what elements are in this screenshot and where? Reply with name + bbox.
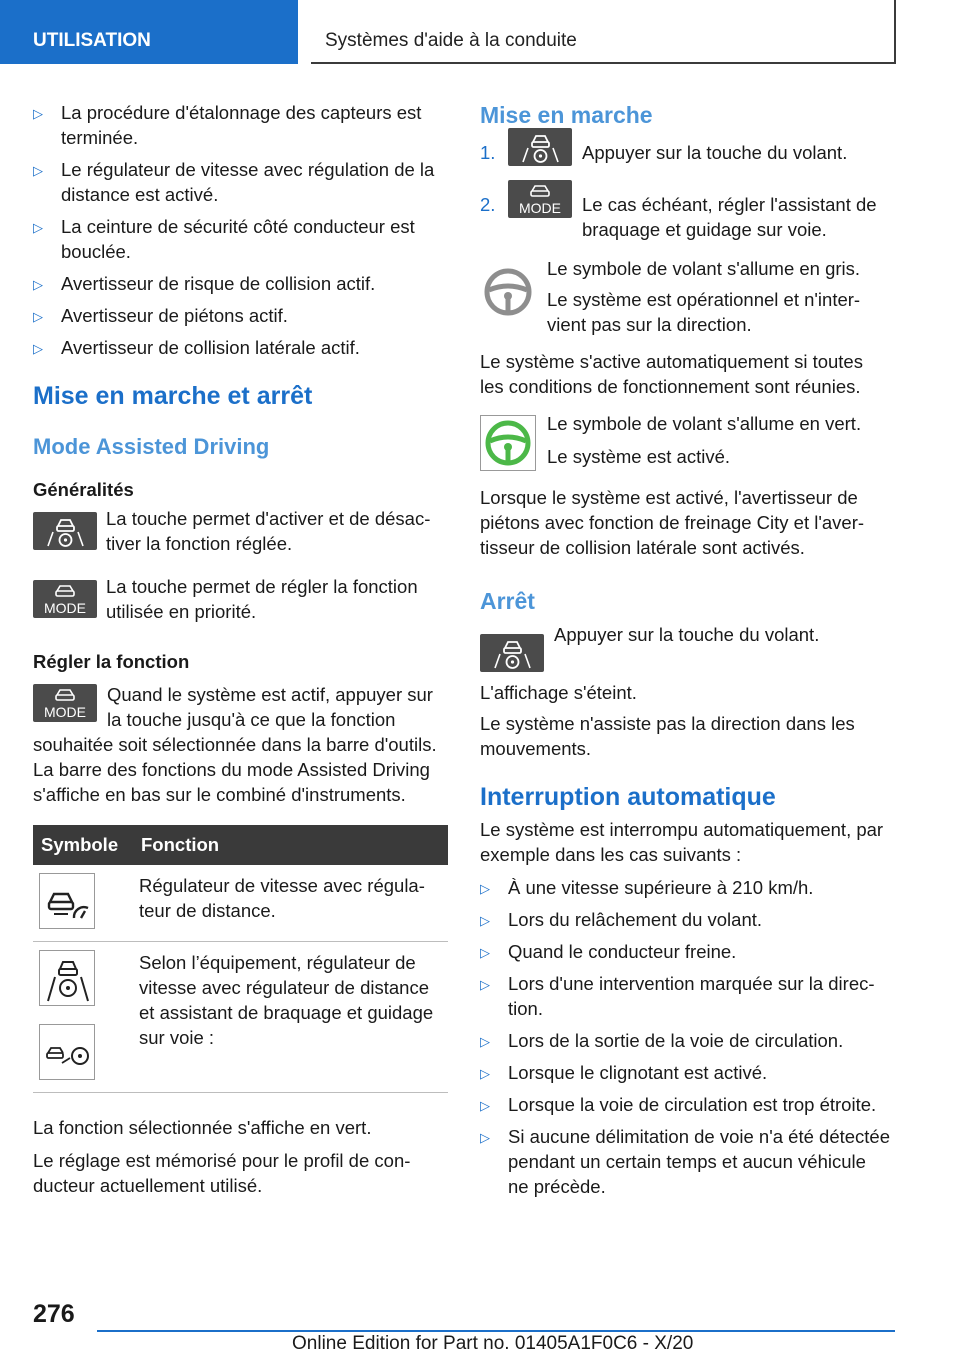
interruption-list (480, 875, 890, 1199)
triangle-bullet-icon: ▷ (33, 220, 43, 235)
assisted-driving-button-row (33, 506, 448, 556)
triangle-bullet-icon: ▷ (480, 1034, 490, 1049)
step-2: 2. MODE Le cas échéant, régler l'assistant de braquage et guidage sur voie. (480, 192, 890, 242)
svg-text:MODE: MODE (44, 704, 86, 720)
regler-paragraph: MODE Quand le système est actif, appuyer sur la touche jusqu'à ce que la fonction souhaitée soit sélectionnée dans la barre d'outils. La barre des fonctions du mode Assisted Driving s'affiche en bas sur le combiné d'instruments. (33, 684, 437, 805)
svg-text:MODE: MODE (519, 200, 561, 216)
triangle-bullet-icon: ▷ (480, 881, 490, 896)
list-item: ▷ Lors d'une intervention marquée sur la direction. (480, 973, 875, 1019)
gray-wheel-text-1: Le symbole de volant s'allume en gris. (547, 258, 861, 279)
condition-list (33, 100, 448, 360)
symbol-table (33, 825, 448, 1093)
svg-text:MODE: MODE (44, 600, 86, 616)
arret-text-2: L'affichage s'éteint. (480, 682, 637, 703)
right-column (480, 100, 890, 1206)
list-item: ▷ La procédure d'étalonnage des capteurs est terminée. (33, 102, 422, 148)
after-table-text-1: La fonction sélectionnée s'affiche en vert. (33, 1117, 372, 1138)
table-cell: Selon l’équipement, régulateur de vitesse avec régulateur de distance et assistant de braquage et guidage sur voie : (133, 942, 448, 1093)
list-item: ▷ Le régulateur de vitesse avec régulation de la distance est activé. (33, 159, 435, 205)
arret-row (480, 622, 890, 674)
list-item: ▷ Lorsque la voie de circulation est trop étroite. (480, 1092, 890, 1117)
assisted-driving-button-icon (480, 634, 544, 672)
green-wheel-row (480, 411, 890, 469)
list-item: ▷ Lorsque le clignotant est activé. (480, 1060, 890, 1085)
section-tab: UTILISATION (0, 0, 298, 64)
auto-activation-text: Le système s'active automatiquement si toutes les conditions de fonctionnement sont réunies. (480, 351, 863, 397)
heading-regler-fonction: Régler la fonction (33, 651, 190, 672)
heading-mise-en-marche: Mise en marche (480, 102, 653, 128)
mode-button-icon (33, 580, 97, 618)
heading-mode-assisted-driving: Mode Assisted Driving (33, 434, 270, 459)
triangle-bullet-icon: ▷ (33, 163, 43, 178)
mode-button-icon (508, 180, 572, 218)
heading-interruption: Interruption automatique (480, 783, 776, 811)
heading-generalites: Généralités (33, 479, 134, 500)
list-item: ▷ Avertisseur de risque de collision actif. (33, 271, 448, 296)
triangle-bullet-icon: ▷ (480, 1066, 490, 1081)
list-item: ▷ Quand le conducteur freine. (480, 939, 890, 964)
triangle-bullet-icon: ▷ (33, 309, 43, 324)
list-item: ▷ Avertisseur de collision latérale actif. (33, 335, 448, 360)
list-item: ▷ À une vitesse supérieure à 210 km/h. (480, 875, 890, 900)
list-item: ▷ La ceinture de sécurité côté conducteur est bouclée. (33, 216, 415, 262)
general-text-2: La touche permet de régler la fonction utilisée en priorité. (106, 576, 418, 622)
triangle-bullet-icon: ▷ (33, 277, 43, 292)
arret-text-3: Le système n'assiste pas la direction dans les mouvements. (480, 713, 855, 759)
triangle-bullet-icon: ▷ (480, 1098, 490, 1113)
gray-wheel-text-2: Le système est opérationnel et n'intervient pas sur la direction. (547, 289, 861, 335)
table-cell: Régulateur de vitesse avec régulateur de distance. (133, 865, 448, 942)
page-number: 276 (33, 1300, 75, 1328)
mode-button-row (33, 574, 448, 624)
cruise-control-distance-icon (39, 873, 95, 929)
heading-arret: Arrêt (480, 588, 535, 614)
table-header-symbole: Symbole (33, 825, 133, 865)
footer-divider (97, 1330, 895, 1332)
table-row (33, 942, 448, 1093)
step-1: 1. Appuyer sur la touche du volant. (480, 140, 890, 184)
list-item: ▷ Si aucune délimitation de voie n'a été détectée pendant un certain temps et aucun véhicule ne précède. (480, 1126, 891, 1197)
general-text-1: La touche permet d'activer et de désactiver la fonction réglée. (106, 508, 431, 554)
triangle-bullet-icon: ▷ (480, 977, 490, 992)
footer-edition: Online Edition for Part no. 01405A1F0C6 - X/20 (292, 1333, 694, 1354)
triangle-bullet-icon: ▷ (480, 945, 490, 960)
table-header-fonction: Fonction (133, 825, 448, 865)
steering-wheel-gray-icon (480, 264, 536, 325)
system-active-text: Lorsque le système est activé, l'avertisseur de piétons avec fonction de freinage City et l'avertisseur de collision latérale sont activés. (480, 487, 865, 558)
triangle-bullet-icon: ▷ (33, 341, 43, 356)
list-item: ▷ Avertisseur de piétons actif. (33, 303, 448, 328)
arret-text: Appuyer sur la touche du volant. (554, 624, 820, 645)
heading-mise-en-marche-arret: Mise en marche et arrêt (33, 382, 313, 410)
table-row (33, 865, 448, 942)
steering-assist-icon (39, 950, 95, 1006)
gray-wheel-row (480, 256, 890, 337)
steering-wheel-green-icon (480, 415, 536, 471)
chapter-title: Systèmes d'aide à la conduite (311, 0, 896, 64)
triangle-bullet-icon: ▷ (480, 1130, 490, 1145)
triangle-bullet-icon: ▷ (33, 106, 43, 121)
list-item: ▷ Lors de la sortie de la voie de circulation. (480, 1028, 890, 1053)
distance-steering-icon (39, 1024, 95, 1080)
list-item: ▷ Lors du relâchement du volant. (480, 907, 890, 932)
assisted-driving-button-icon (508, 128, 572, 166)
green-wheel-text-2: Le système est activé. (547, 446, 731, 467)
interruption-text: Le système est interrompu automatiquement, par exemple dans les cas suivants : (480, 819, 884, 865)
triangle-bullet-icon: ▷ (480, 913, 490, 928)
assisted-driving-button-icon (33, 512, 97, 550)
left-column (33, 100, 448, 1198)
green-wheel-text-1: Le symbole de volant s'allume en vert. (547, 413, 862, 434)
after-table-text-2: Le réglage est mémorisé pour le profil de conducteur actuellement utilisé. (33, 1150, 411, 1196)
mode-button-icon (33, 684, 97, 722)
